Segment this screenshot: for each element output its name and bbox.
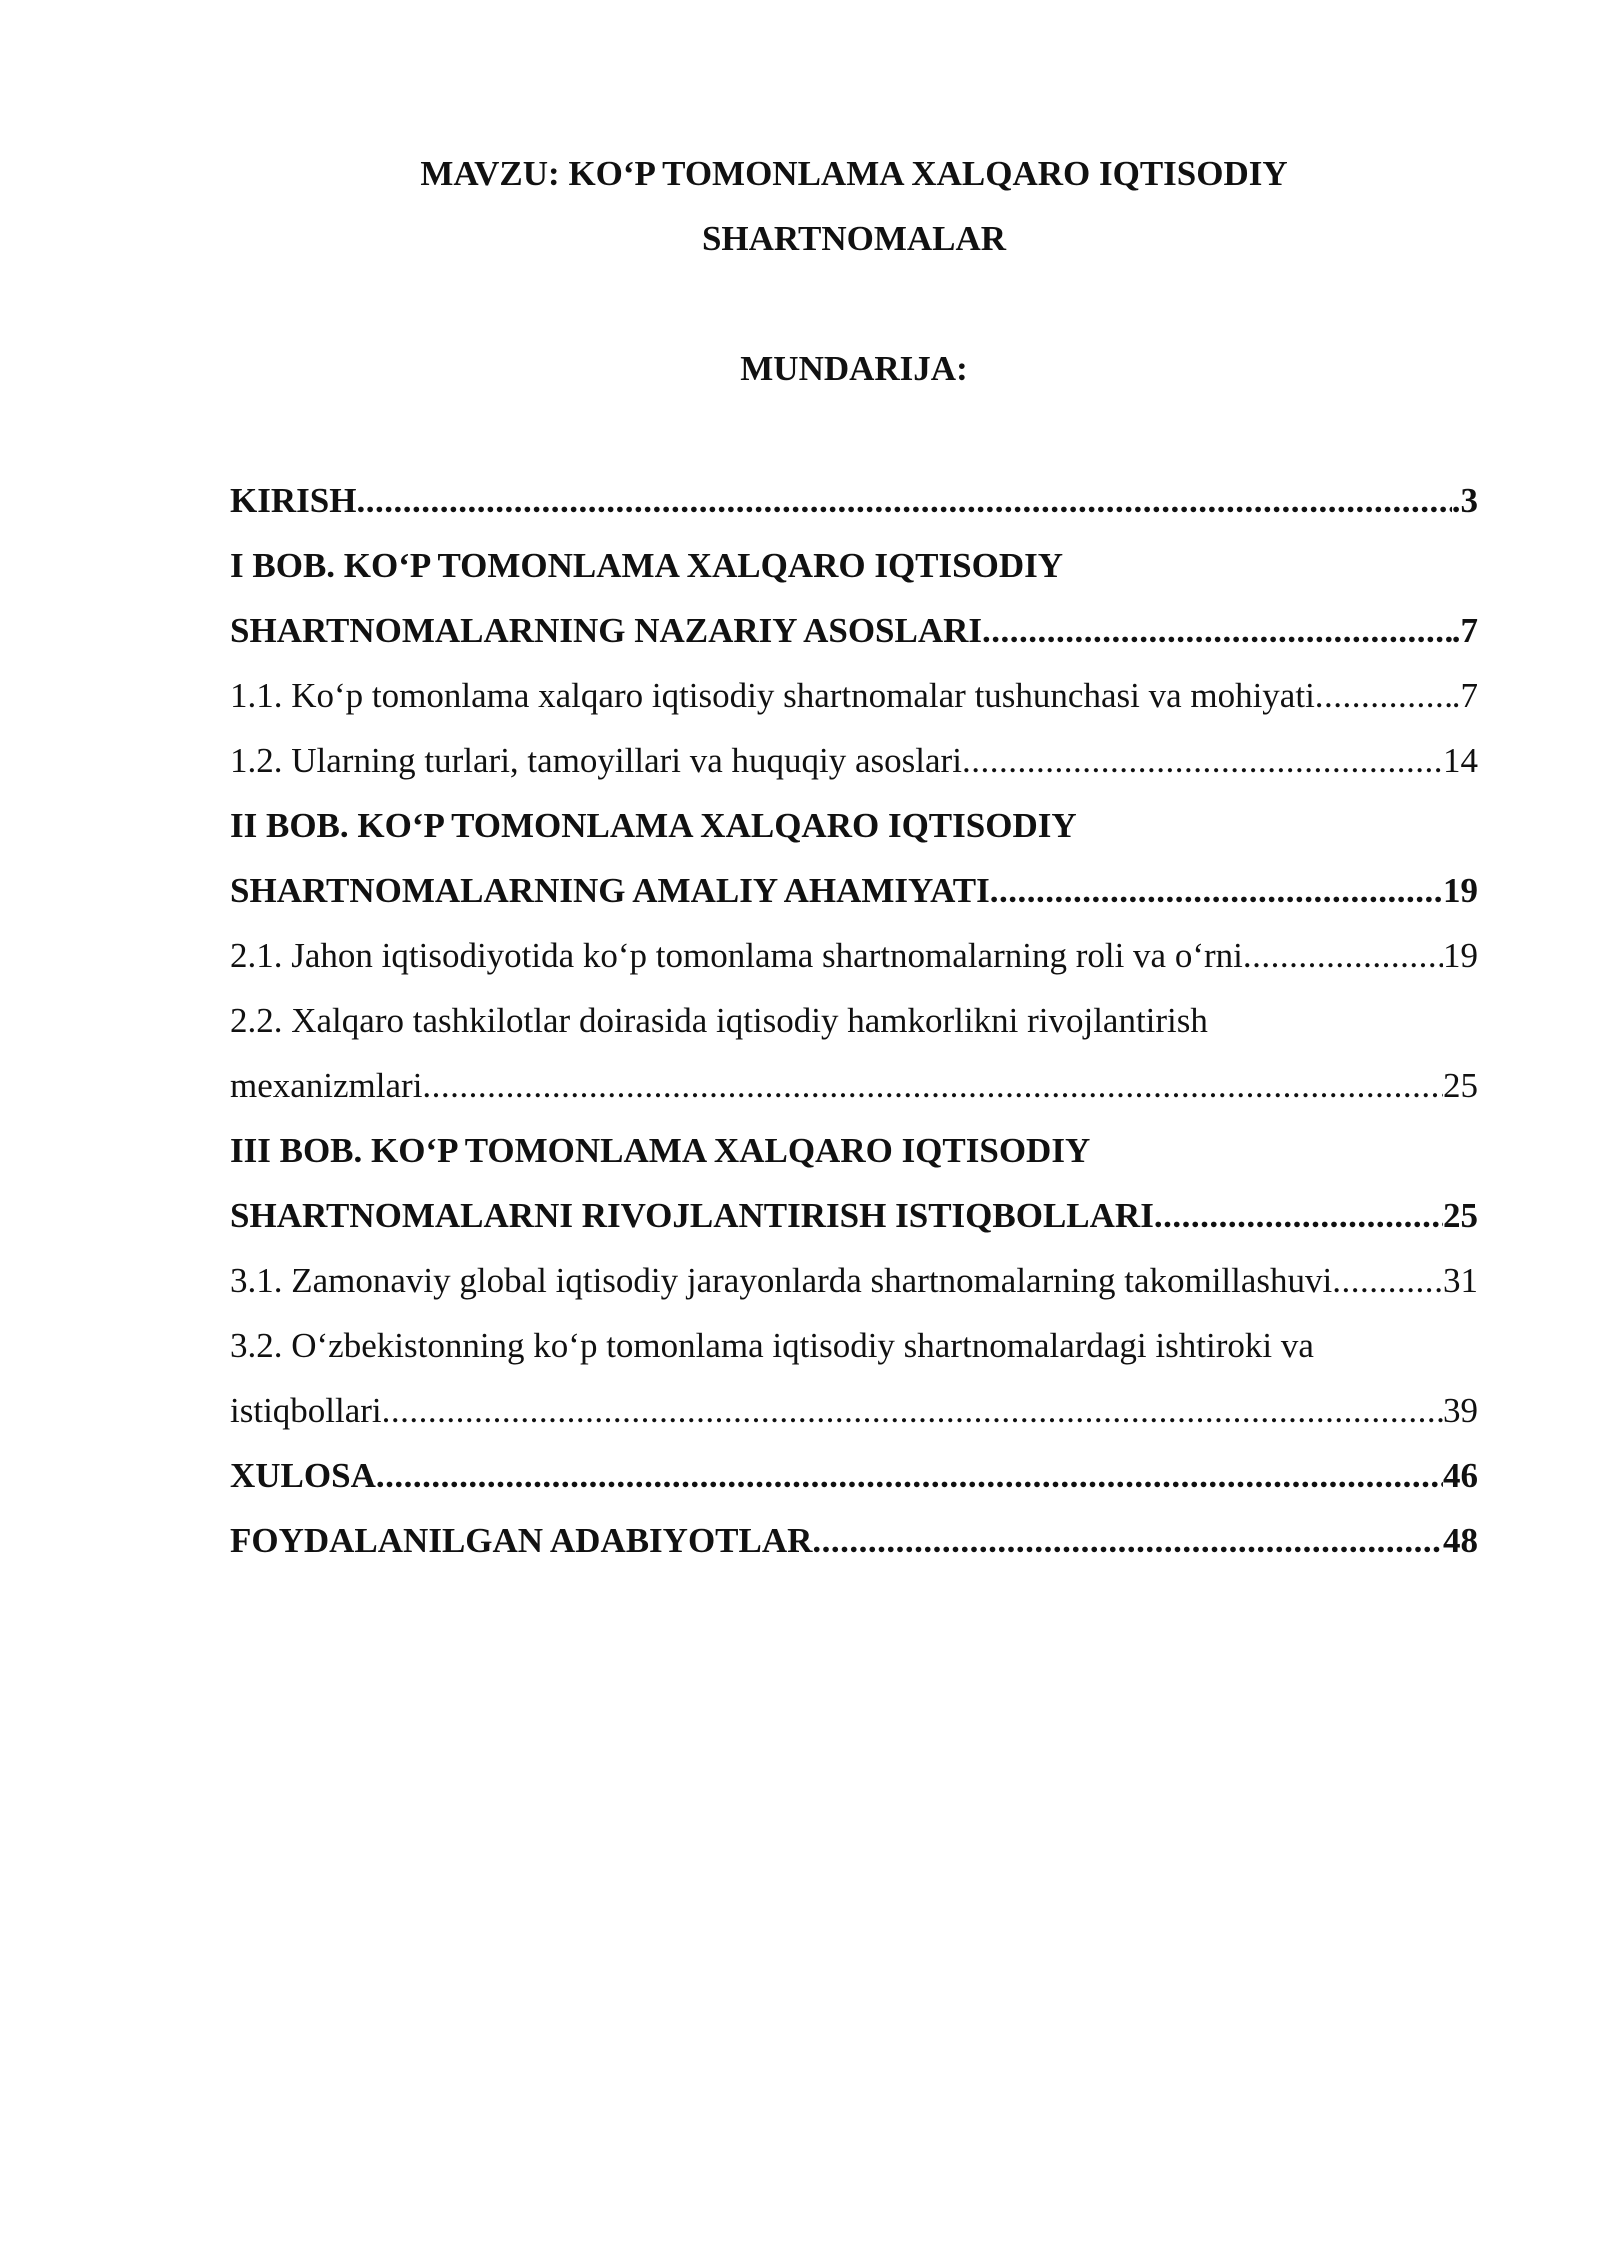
toc-entry[interactable]	[230, 1521, 1478, 1586]
toc-entry-text: 2.2. Xalqaro tashkilotlar doirasida iqtisodiy hamkorlikni rivojlantirish	[230, 1001, 1208, 1040]
toc-entry-text: SHARTNOMALARNING NAZARIY ASOSLARI	[230, 611, 983, 650]
toc-page-number: 19	[1443, 936, 1478, 975]
toc-page-number: 46	[1443, 1456, 1478, 1495]
toc-page-number: 48	[1443, 1521, 1478, 1560]
toc-dot-leader	[1154, 1196, 1443, 1236]
toc-page-number: .7	[1451, 611, 1478, 650]
toc-entry[interactable]	[230, 546, 1478, 611]
toc-entry[interactable]	[230, 481, 1478, 546]
toc-entry[interactable]	[230, 1261, 1478, 1326]
toc-entry-text: II BOB. KO‘P TOMONLAMA XALQARO IQTISODIY	[230, 806, 1077, 845]
toc-entry-text: I BOB. KO‘P TOMONLAMA XALQARO IQTISODIY	[230, 546, 1063, 585]
toc-entry[interactable]	[230, 1456, 1478, 1521]
toc-entry[interactable]	[230, 1196, 1478, 1261]
toc-page-number: 25	[1443, 1196, 1478, 1235]
toc-page-number: .7	[1451, 676, 1478, 715]
contents-heading: MUNDARIJA:	[740, 349, 968, 388]
toc-dot-leader	[990, 871, 1443, 911]
toc-entry-text: SHARTNOMALARNING AMALIY AHAMIYATI	[230, 871, 990, 910]
toc-dot-leader	[962, 741, 1443, 781]
toc-entry[interactable]	[230, 1326, 1478, 1391]
toc-entry-text: 2.1. Jahon iqtisodiyotida ko‘p tomonlama shartnomalarning roli va o‘rni	[230, 936, 1243, 975]
toc-page-number: 14	[1443, 741, 1478, 780]
document-title-line-2: SHARTNOMALAR	[701, 219, 1007, 258]
toc-entry-text: XULOSA	[230, 1456, 376, 1495]
toc-dot-leader	[982, 611, 1452, 651]
toc-entry[interactable]	[230, 936, 1478, 1001]
toc-entry-text: 3.1. Zamonaviy global iqtisodiy jarayonlarda shartnomalarning takomillashuvi	[230, 1261, 1333, 1300]
table-of-contents	[230, 481, 1478, 1586]
toc-dot-leader	[812, 1521, 1443, 1561]
toc-entry[interactable]	[230, 1001, 1478, 1066]
toc-dot-leader	[1243, 936, 1443, 976]
toc-dot-leader	[376, 1456, 1443, 1496]
toc-dot-leader	[356, 481, 1451, 521]
toc-dot-leader	[422, 1066, 1443, 1106]
toc-entry[interactable]	[230, 1066, 1478, 1131]
toc-page-number: 39	[1443, 1391, 1478, 1430]
toc-entry[interactable]	[230, 1131, 1478, 1196]
toc-entry[interactable]	[230, 741, 1478, 806]
toc-entry[interactable]	[230, 1391, 1478, 1456]
toc-page-number: .31	[1434, 1261, 1478, 1300]
toc-entry-text: istiqbollari	[230, 1391, 382, 1430]
toc-entry-text: 3.2. O‘zbekistonning ko‘p tomonlama iqtisodiy shartnomalardagi ishtiroki va	[230, 1326, 1314, 1365]
toc-entry-text: 1.1. Ko‘p tomonlama xalqaro iqtisodiy shartnomalar tushunchasi va mohiyati	[230, 676, 1315, 715]
toc-entry[interactable]	[230, 806, 1478, 871]
toc-entry-text: FOYDALANILGAN ADABIYOTLAR	[230, 1521, 813, 1560]
toc-dot-leader	[382, 1391, 1443, 1431]
toc-dot-leader	[1315, 676, 1452, 716]
toc-entry[interactable]	[230, 676, 1478, 741]
toc-page-number: .3	[1451, 481, 1478, 520]
toc-entry[interactable]	[230, 611, 1478, 676]
toc-entry-text: III BOB. KO‘P TOMONLAMA XALQARO IQTISODIY	[230, 1131, 1091, 1170]
toc-entry-text: SHARTNOMALARNI RIVOJLANTIRISH ISTIQBOLLARI	[230, 1196, 1154, 1235]
toc-page-number: 25	[1443, 1066, 1478, 1105]
toc-page-number: 19	[1443, 871, 1478, 910]
toc-entry-text: 1.2. Ularning turlari, tamoyillari va huquqiy asoslari	[230, 741, 962, 780]
toc-dot-leader	[1332, 1261, 1434, 1301]
toc-entry-text: mexanizmlari	[230, 1066, 423, 1105]
document-title-line-1: MAVZU: KO‘P TOMONLAMA XALQARO IQTISODIY	[420, 154, 1288, 193]
toc-entry[interactable]	[230, 871, 1478, 936]
toc-entry-text: KIRISH	[230, 481, 357, 520]
